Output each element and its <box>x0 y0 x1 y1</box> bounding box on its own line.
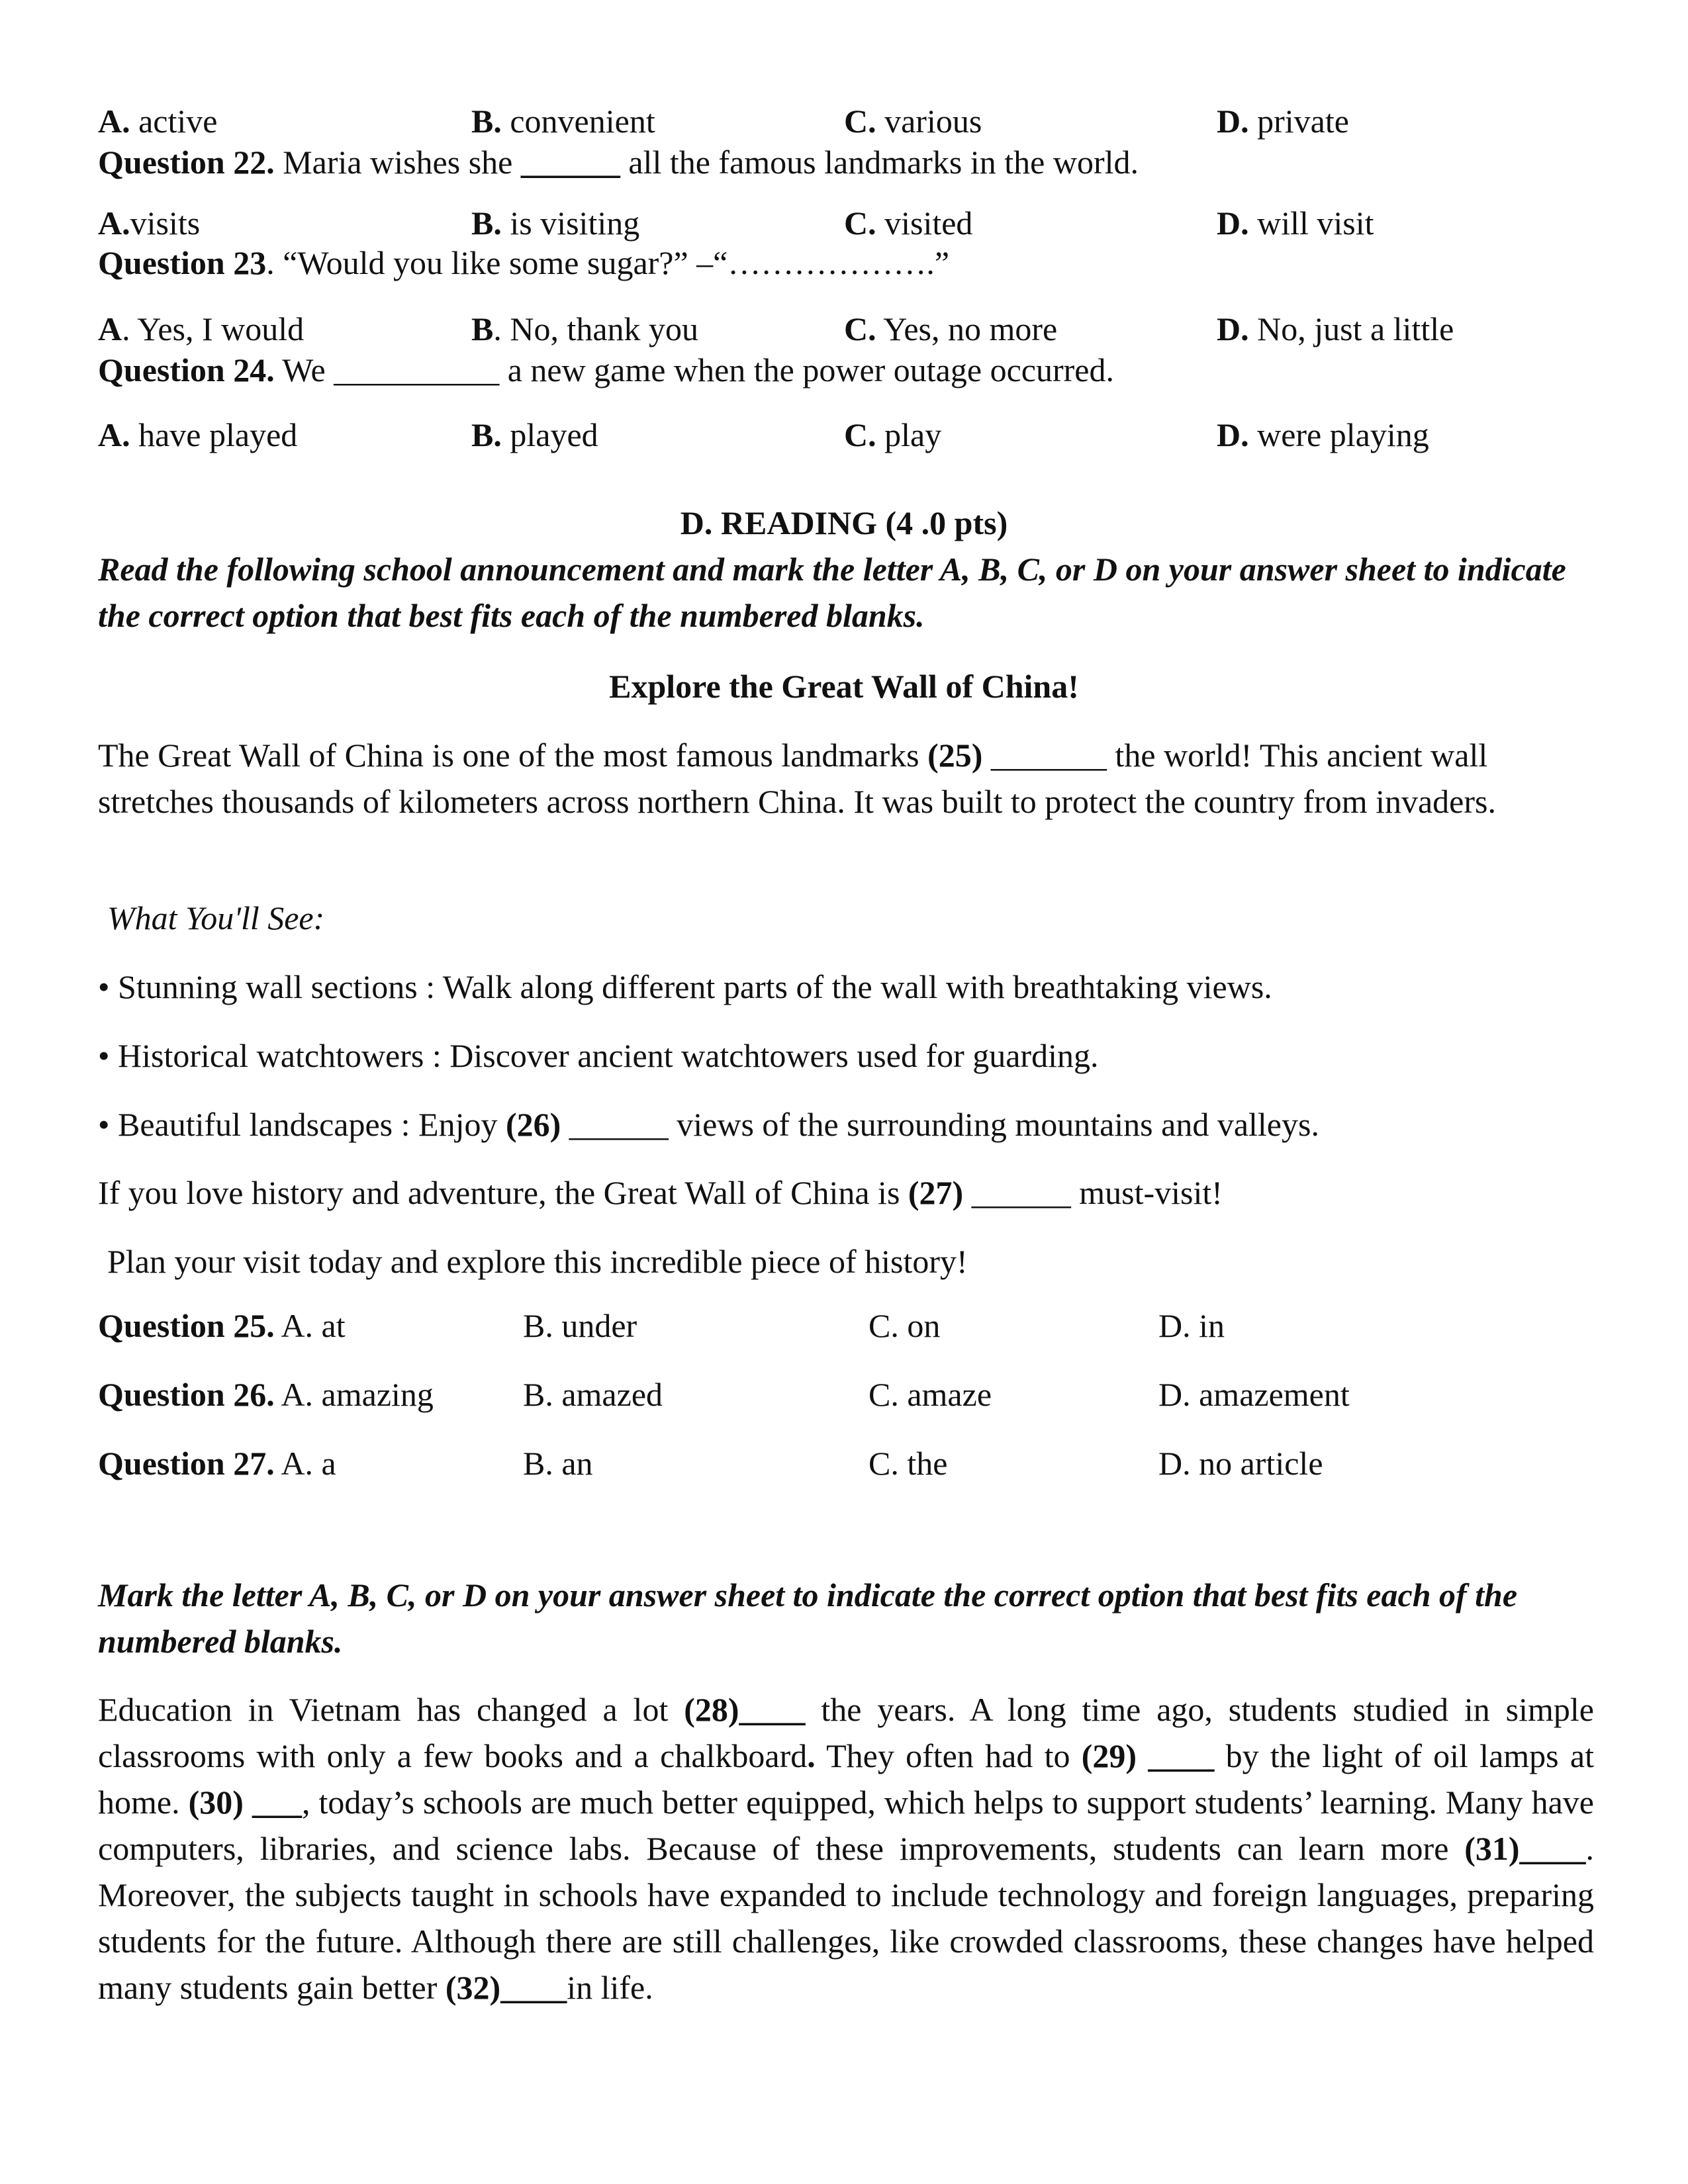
blank-29: (29) ____ <box>1081 1737 1215 1774</box>
blank-31: (31)____ <box>1464 1830 1586 1867</box>
q26-option-b[interactable]: B. amazed <box>523 1376 663 1413</box>
q25-label-a[interactable]: Question 25. A. at <box>98 1307 346 1344</box>
love-history-line: If you love history and adventure, the Great Wall of China is (27) ______ must-visit! <box>98 1174 1223 1211</box>
blank-30: (30) ___ <box>188 1784 302 1821</box>
q21-option-d[interactable]: D. private <box>1217 103 1349 140</box>
blank-32: (32)____ <box>445 1969 567 2006</box>
cloze-instruction: Mark the letter A, B, C, or D on your answer sheet to indicate the correct option that best fits each of the numbered blanks. <box>98 1576 1518 1660</box>
q23-stem: Question 23. “Would you like some sugar?” –“……………….” <box>98 244 950 281</box>
cloze-passage: Education in Vietnam has changed a lot (28)____ the years. A long time ago, students studied in simple classrooms with only a few books and a chalkboard. They often had to (29) ____ by the light of oil lamps at home. (30) ___, today’s schools are much better equipped, which helps to support students’ learning. Many have computers, libraries, and science labs. Because of these improvements, students can learn more (31)____. Moreover, the subjects taught in schools have expanded to include technology and foreign languages, preparing students for the future. Although there are still challenges, like crowded classrooms, these changes have helped many students gain better (32)____in life. <box>98 1691 1594 2006</box>
q21-option-a[interactable]: A. active <box>98 103 218 140</box>
q23-option-b[interactable]: B. No, thank you <box>471 310 699 347</box>
q22-option-a[interactable]: A.visits <box>98 205 201 242</box>
bullet-watchtowers: • Historical watchtowers : Discover ancient watchtowers used for guarding. <box>98 1037 1099 1074</box>
blank-28: (28)____ <box>684 1691 806 1728</box>
q25-option-d[interactable]: D. in <box>1158 1307 1225 1344</box>
q21-option-c[interactable]: C. various <box>844 103 982 140</box>
q24-blank: __________ <box>334 351 500 388</box>
q22-blank: ______ <box>520 144 620 181</box>
article-title: Explore the Great Wall of China! <box>609 668 1079 705</box>
q26-option-d[interactable]: D. amazement <box>1158 1376 1350 1413</box>
q27-option-b[interactable]: B. an <box>523 1445 593 1482</box>
q23-option-c[interactable]: C. Yes, no more <box>844 310 1058 347</box>
see-heading: What You'll See: <box>107 899 325 936</box>
q26-option-c[interactable]: C. amaze <box>868 1376 992 1413</box>
q22-option-d[interactable]: D. will visit <box>1217 205 1374 242</box>
bullet-landscapes: • Beautiful landscapes : Enjoy (26) ______ views of the surrounding mountains and valleys. <box>98 1106 1319 1143</box>
q24-stem: Question 24. We __________ a new game when the power outage occurred. <box>98 351 1114 388</box>
q23-option-a[interactable]: A. Yes, I would <box>98 310 305 347</box>
reading-instruction: Read the following school announcement and mark the letter A, B, C, or D on your answer sheet to indicate the correct option that best fits each of the numbered blanks. <box>98 551 1566 634</box>
reading-heading: D. READING (4 .0 pts) <box>680 504 1008 541</box>
article-intro: The Great Wall of China is one of the most famous landmarks (25) _______ the world! This ancient wall stretches thousands of kilometers across northern China. It was built to protect the country from invaders. <box>98 737 1496 820</box>
q22-stem: Question 22. Maria wishes she ______ all the famous landmarks in the world. <box>98 144 1139 181</box>
plan-visit-line: Plan your visit today and explore this incredible piece of history! <box>107 1243 968 1280</box>
bullet-wall-sections: • Stunning wall sections : Walk along different parts of the wall with breathtaking views. <box>98 968 1272 1005</box>
q21-option-b[interactable]: B. convenient <box>471 103 655 140</box>
q23-option-d[interactable]: D. No, just a little <box>1217 310 1454 347</box>
q22-option-c[interactable]: C. visited <box>844 205 973 242</box>
q24-option-d[interactable]: D. were playing <box>1217 416 1429 453</box>
q26-label-a[interactable]: Question 26. A. amazing <box>98 1376 434 1413</box>
q27-label-a[interactable]: Question 27. A. a <box>98 1445 336 1482</box>
q25-option-b[interactable]: B. under <box>523 1307 637 1344</box>
q24-option-c[interactable]: C. play <box>844 416 942 453</box>
q27-option-d[interactable]: D. no article <box>1158 1445 1323 1482</box>
q22-option-b[interactable]: B. is visiting <box>471 205 640 242</box>
q27-option-c[interactable]: C. the <box>868 1445 948 1482</box>
q24-option-a[interactable]: A. have played <box>98 416 298 453</box>
q25-option-c[interactable]: C. on <box>868 1307 941 1344</box>
q24-option-b[interactable]: B. played <box>471 416 598 453</box>
